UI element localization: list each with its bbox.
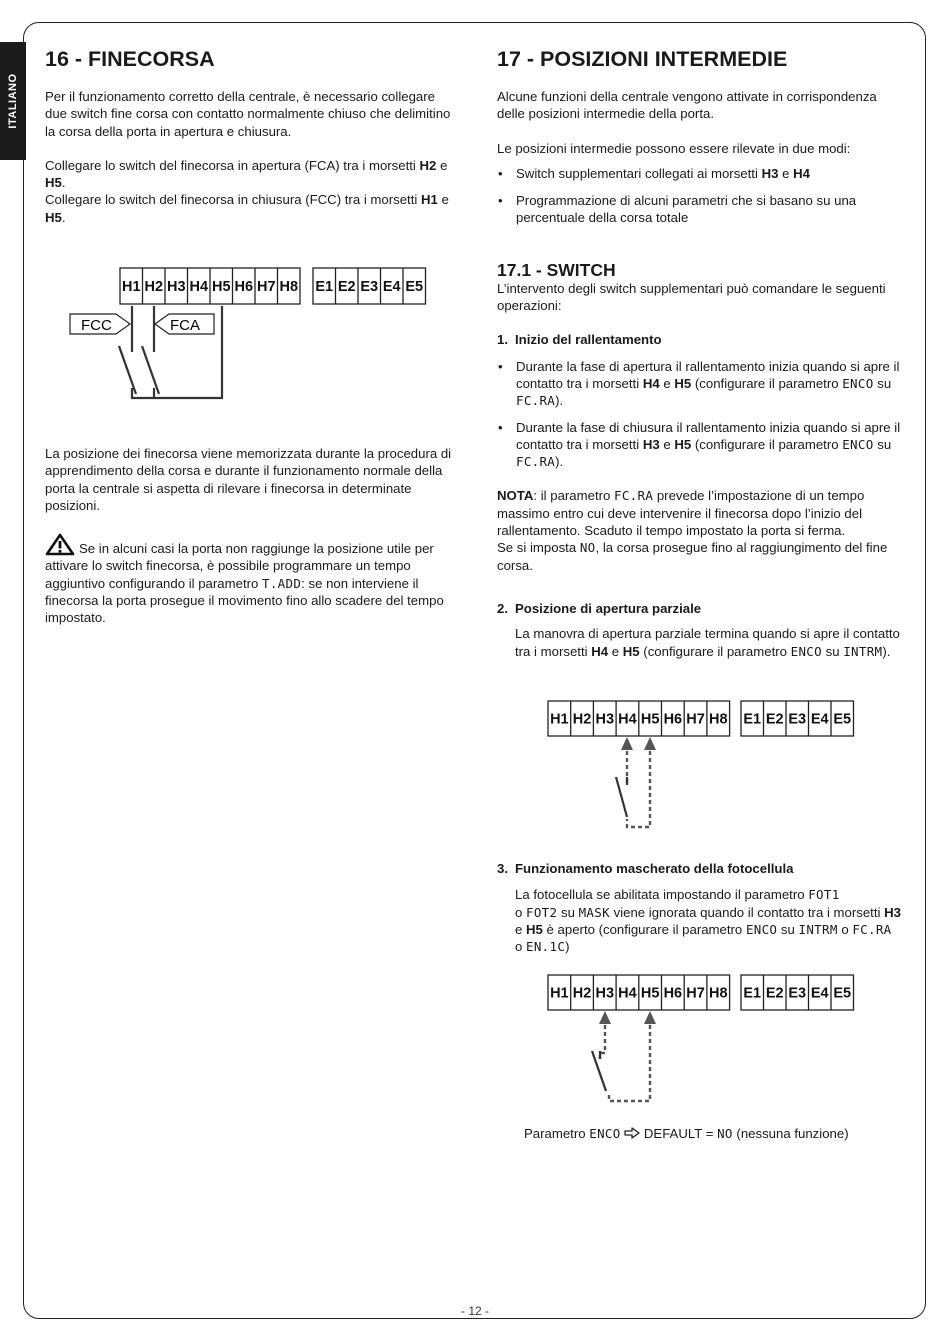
intermedie-modes-intro: Le posizioni intermedie possono essere rilevate in due modi: [497, 140, 851, 156]
item-1-title: 1. Inizio del rallentamento [497, 332, 662, 348]
page-number: - 12 - [460, 1304, 489, 1318]
terminal-h2: H2 [144, 279, 164, 296]
terminal-h8: H8 [708, 711, 728, 728]
section-posizioni-intermedie [497, 46, 902, 660]
intermedie-intro: Alcune funzioni della centrale vengono attivate in corrispondenza delle posizioni intermedie della porta. [497, 89, 877, 122]
terminal-h3: H3 [166, 279, 186, 296]
enco-default-line: Parametro ENCO DEFAULT = NO (nessuna funzione) [524, 1126, 849, 1141]
terminal-e5: E5 [405, 279, 424, 296]
item-1-closing: • Durante la fase di chiusura il rallentamento inizia quando si apre il contatto tra i morsetti H3 e H5 (configurare il parametro ENCO su FC.RA). [497, 419, 902, 471]
terminal-e3: E3 [788, 711, 807, 728]
finecorsa-wiring-diagram [60, 262, 440, 410]
dashed-wires [600, 1025, 650, 1101]
h-terminal-block [120, 268, 300, 304]
nota-text: NOTA: il parametro FC.RA prevede l’impostazione di un tempo massimo entro cui deve intervenire il finecorsa dopo l’inizio del rallentamento. Scaduto il tempo impostato la porta si ferma. Se si imposta NO, la corsa prosegue fino al raggiungimento del fine corsa. [497, 488, 888, 573]
terminal-h8: H8 [708, 985, 728, 1002]
photocell-masking-diagram [546, 973, 866, 1108]
terminal-h7: H7 [686, 711, 705, 728]
terminal-h1: H1 [550, 711, 569, 728]
finecorsa-notes [45, 445, 457, 627]
terminal-h8: H8 [279, 279, 299, 296]
section-16-title: 16 - FINECORSA [45, 47, 215, 71]
e-terminal-block [741, 975, 854, 1010]
terminal-e1: E1 [315, 279, 334, 296]
switch-contact [616, 777, 627, 817]
modes-list [497, 165, 902, 227]
item-3-section [497, 860, 902, 955]
fca-instruction: Collegare lo switch del finecorsa in apertura (FCA) tra i morsetti H2 e H5. [45, 157, 448, 191]
e-terminal-block [741, 701, 854, 736]
terminal-h2: H2 [572, 985, 592, 1002]
terminal-h1: H1 [550, 985, 569, 1002]
terminal-h4: H4 [618, 985, 637, 1002]
item-2-title: 2. Posizione di apertura parziale [497, 600, 702, 616]
terminal-e4: E4 [810, 985, 829, 1002]
terminal-h7: H7 [256, 279, 276, 296]
h-terminal-block [548, 975, 730, 1010]
fcc-label: FCC [81, 317, 112, 334]
warning-icon [45, 533, 75, 556]
param-tadd: T.ADD [262, 575, 302, 591]
terminal-e5: E5 [833, 711, 852, 728]
terminal-e5: E5 [833, 985, 852, 1002]
dashed-wires [627, 751, 650, 827]
terminal-e1: E1 [743, 985, 762, 1002]
terminal-e4: E4 [382, 279, 401, 296]
mode-programming: • Programmazione di alcuni parametri che si basano su una percentuale della corsa totale [497, 192, 902, 227]
arrows [599, 1011, 656, 1024]
section-17-title: 17 - POSIZIONI INTERMEDIE [497, 47, 788, 71]
terminal-e2: E2 [765, 985, 784, 1002]
terminal-e2: E2 [337, 279, 356, 296]
finecorsa-warning-text: Se in alcuni casi la porta non raggiunge la posizione utile per attivare lo switch finecorsa, è possibile programmare un tempo aggiuntivo configurando il parametro T.ADD: se non interviene il finecorsa la porta prosegue il movimento fino allo scadere del tempo impostato. [45, 533, 457, 626]
terminal-e3: E3 [360, 279, 379, 296]
terminal-e4: E4 [810, 711, 829, 728]
switch-intro: L’intervento degli switch supplementari può comandare le seguenti operazioni: [497, 280, 886, 314]
terminal-e3: E3 [788, 985, 807, 1002]
subsection-switch-title: 17.1 - SWITCH [497, 259, 616, 280]
terminal-h5: H5 [640, 985, 660, 1002]
fcc-instruction: Collegare lo switch del finecorsa in chiusura (FCC) tra i morsetti H1 e H5. [45, 192, 449, 225]
finecorsa-intro: Per il funzionamento corretto della centrale, è necessario collegare due switch fine corsa con contatto normalmente chiuso che delimitino la corsa della porta in apertura e chiusura. [45, 89, 451, 139]
terminal-h4: H4 [189, 279, 209, 296]
terminal-h5: H5 [640, 711, 660, 728]
mode-switch: • Switch supplementari collegati ai morsetti H3 e H4 [497, 165, 902, 182]
finecorsa-memory-text: La posizione dei finecorsa viene memorizzata durante la procedura di apprendimento della corsa e durante il funzionamento normale della porta la centrale si aspetta di rilevare i finecorsa in determinate posizioni. [45, 446, 452, 513]
arrows [621, 737, 656, 750]
terminal-h7: H7 [686, 985, 705, 1002]
terminal-h2: H2 [572, 711, 592, 728]
terminal-e1: E1 [743, 711, 762, 728]
section-finecorsa [45, 46, 457, 226]
switch-contact [592, 1051, 606, 1091]
terminal-h3: H3 [595, 985, 615, 1002]
terminal-h6: H6 [234, 279, 254, 296]
arrow-right-icon [624, 1127, 640, 1139]
terminal-h3: H3 [595, 711, 615, 728]
partial-opening-diagram [546, 699, 866, 834]
item-3-text: La fotocellula se abilitata impostando il parametro FOT1 o FOT2 su MASK viene ignorata quando il contatto tra i morsetti H3 e H5 è aperto (configurare il parametro ENCO su INTRM o FC.RA o EN.1C) [515, 887, 901, 955]
terminal-e2: E2 [765, 711, 784, 728]
item-1-list [497, 358, 902, 471]
item-2-text: La manovra di apertura parziale termina quando si apre il contatto tra i morsetti H4 e H5 (configurare il parametro ENCO su INTRM). [515, 626, 900, 659]
terminal-h1: H1 [121, 279, 141, 296]
terminal-h5: H5 [211, 279, 231, 296]
terminal-h6: H6 [663, 711, 683, 728]
language-label: ITALIANO [7, 73, 19, 129]
h-terminal-block [548, 701, 730, 736]
terminal-h6: H6 [663, 985, 683, 1002]
item-3-title: 3. Funzionamento mascherato della fotocellula [497, 861, 794, 876]
terminal-h4: H4 [618, 711, 637, 728]
item-1-opening: • Durante la fase di apertura il rallentamento inizia quando si apre il contatto tra i morsetti H4 e H5 (configurare il parametro ENCO su FC.RA). [497, 358, 902, 410]
language-tab [0, 42, 26, 160]
fca-label: FCA [170, 317, 200, 334]
e-terminal-block [313, 268, 426, 304]
